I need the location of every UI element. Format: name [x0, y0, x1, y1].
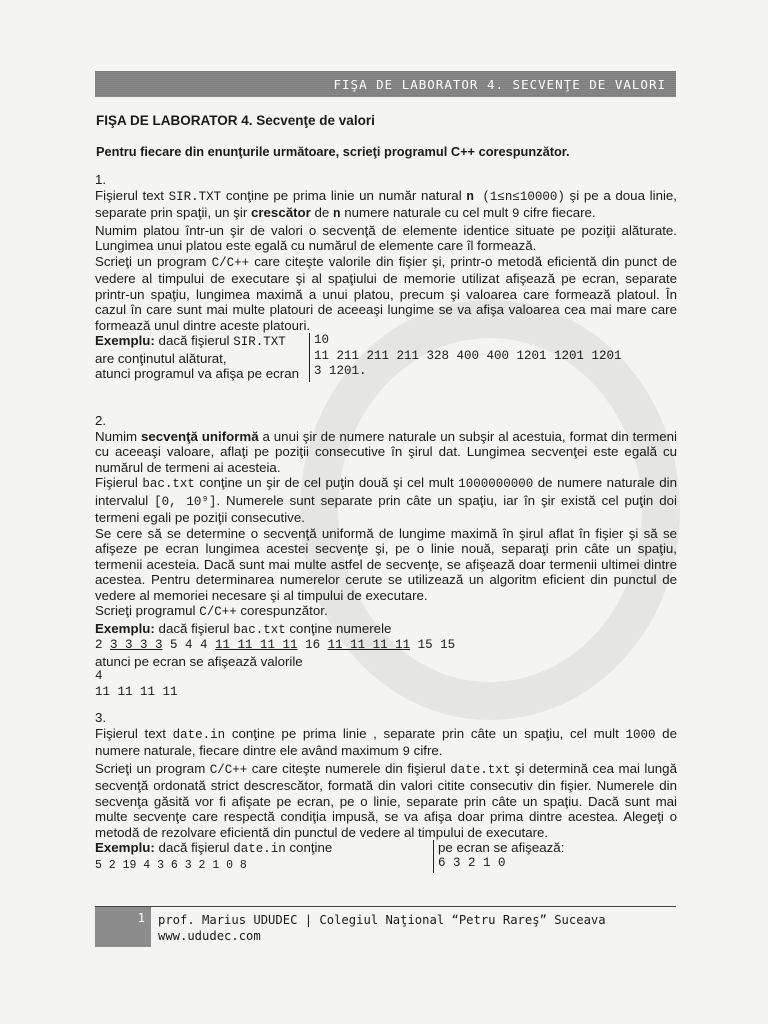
page-title: FIŞA DE LABORATOR 4. Secvenţe de valori: [96, 113, 375, 128]
text: Fişierul: [95, 475, 143, 490]
page-number: 1: [137, 911, 145, 925]
text: conţine pe prima linie , separate prin câte un spaţiu, cel mult: [225, 725, 626, 741]
footer-credits: [158, 912, 606, 944]
example-output: 6 3 2 1 0: [438, 855, 506, 870]
language: C/C++: [211, 255, 250, 270]
text: conţine: [285, 840, 333, 855]
text: conţine numerele: [285, 620, 392, 636]
text: cifre fiecare.: [519, 205, 596, 220]
example-label: Exemplu:: [95, 840, 155, 855]
language: C/C++: [199, 605, 237, 619]
text: atunci programul va afişa pe ecran: [95, 366, 299, 381]
text: de numere naturale, fiecare dintre ele având maximum: [95, 725, 677, 758]
text: cifre.: [409, 743, 443, 758]
text: şi pe a doua linie, separate prin spaţii, un şir: [95, 187, 678, 220]
filename: date.txt: [450, 762, 511, 777]
interval: [0, 10⁹]: [154, 494, 217, 509]
seq-part-underlined: 11 11 11 11: [215, 638, 298, 652]
variable: n: [333, 207, 341, 221]
text: dacă fişierul: [154, 840, 234, 855]
text: Scrieţi un program: [95, 253, 212, 269]
text: care citeşte numerele din fişierul: [247, 760, 451, 776]
filename: bac.txt: [233, 622, 286, 637]
example-label: Exemplu:: [95, 333, 155, 348]
filename: bac.txt: [142, 477, 195, 491]
text: numere naturale cu cel mult: [340, 205, 512, 220]
example-output: 4: [95, 669, 103, 683]
text: şi determină cea mai lungă secvenţă ordonată strict descrescător, formată din valori citite consecutiv din fişier. Numerele din secvenţa găsită vor fi afişate pe ecran, pe o linie, separate prin câte un spaţiu. Dacă sunt mai multe secvenţe care respectă condiţia impusă, se va afişa doar prima dintre acestea. Alegeţi o metodă de rezolvare eficientă din punctul de vedere al timpului de executare.: [95, 760, 677, 840]
problem-number: 2.: [95, 413, 107, 428]
text: conţine un şir de cel puţin două şi cel mult: [194, 475, 459, 490]
filename: date.in: [172, 727, 226, 742]
constraint: (1≤n≤10000): [473, 189, 565, 204]
example-line: [95, 621, 677, 639]
seq-part: 2: [95, 638, 111, 652]
text: care citeşte valorile din fişier şi, printr-o metodă eficientă din punct de vedere al timpului de executare şi al spaţiului de memorie utilizat afişează pe ecran, separate printr-un spaţiu, lungimea maximă a unui platou, precum şi valoarea care formează platoul. În cazul în care sunt mai multe platouri de aceeaşi lungime se va afişa valoarea cea mai mare care formează unul dintre aceste platouri.: [95, 253, 677, 333]
example-input-line: 10: [314, 333, 330, 347]
footer-divider: [95, 906, 676, 907]
example-output: 3 1201.: [314, 364, 367, 378]
text: de: [310, 205, 334, 220]
example-data: [309, 333, 622, 382]
definition-paragraph: Numim platou într-un şir de valori o secvenţă de elemente identice situate pe poziţii alăturate. Lungimea unui platou este egală cu numărul de elemente care îl formează.: [95, 222, 677, 253]
text: conţine pe prima linie un număr natural: [221, 187, 467, 203]
text: de numere naturale din intervalul: [95, 475, 677, 508]
text: Scrieţi programul: [95, 603, 200, 618]
limit: 1000: [625, 727, 656, 742]
instruction-text: Pentru fiecare din enunţurile următoare, scrieţi programul C++ corespunzător.: [96, 144, 570, 159]
problem-1: [95, 172, 677, 382]
header-banner: [95, 71, 676, 97]
problem-number: 1.: [95, 172, 107, 187]
task-paragraph: [95, 761, 677, 841]
seq-part: 15 15: [410, 638, 456, 652]
author-school-line: prof. Marius UDUDEC | Colegiul Naţional “Petru Rareş” Suceava: [158, 913, 606, 927]
text: dacă fişierul: [154, 620, 234, 636]
example-input-side: [95, 840, 433, 873]
input-paragraph: [95, 475, 677, 526]
filename: date.in: [233, 842, 286, 856]
example-output: 11 11 11 11: [95, 684, 178, 699]
input-paragraph: [95, 726, 677, 761]
seq-part-underlined: 3 3 3 3: [110, 638, 163, 652]
text: dacă fişierul: [154, 333, 234, 348]
example-input-line: 5 2 19 4 3 6 3 2 1 0 8: [95, 858, 247, 872]
example-block: [95, 840, 677, 873]
text: corespunzător.: [236, 603, 328, 618]
text: atunci pe ecran se afişează valorile: [95, 653, 303, 669]
filename: SIR.TXT: [233, 335, 286, 349]
text: Fişierul text: [95, 187, 169, 203]
example-label: Exemplu:: [95, 620, 155, 636]
example-input-line: 11 211 211 211 328 400 400 1201 1201 1201: [314, 348, 622, 363]
program-request: [95, 603, 677, 621]
problem-2: [95, 413, 677, 700]
output-label: pe ecran se afişează:: [438, 840, 565, 855]
limit: 1000000000: [458, 477, 534, 491]
website-link[interactable]: www.ududec.com: [158, 929, 261, 943]
problem-3: [95, 710, 677, 873]
text: a unui şir de numere naturale un subşir al acestuia, format din termeni cu aceeaşi valoare, aflaţi pe poziţii consecutive în şirul dat. Lungimea secvenţei este egală cu numărul de termeni ai acesteia.: [95, 428, 677, 475]
variable: n: [466, 189, 474, 204]
seq-part-underlined: 11 11 11 11: [327, 638, 411, 652]
header-banner-text: FIŞA DE LABORATOR 4. SECVENŢE DE VALORI: [333, 76, 666, 92]
seq-part: 16: [297, 638, 328, 652]
keyword: crescător: [250, 205, 311, 220]
problem-statement: [95, 188, 677, 223]
definition-paragraph: [95, 429, 677, 476]
text: . Numerele sunt separate prin câte un spaţiu, iar în şir există cel puţin doi termeni egali pe poziţii consecutive.: [95, 492, 677, 525]
text: Numim: [95, 428, 141, 444]
example-sequence: [95, 638, 677, 654]
text: are conţinutul alăturat,: [95, 350, 227, 366]
task-paragraph: Se cere să se determine o secvenţă uniformă de lungime maximă în şirul aflat în fişier şi să se afişeze pe ecran lungimea acestei secvenţe şi, pe o linie nouă, separaţi prin câte un spaţiu, termenii acesteia. Dacă sunt mai multe astfel de secvenţe, se afişează doar termenii ultimei dintre acestea. Pentru determinarea numerelor cerute se utilizează un algoritm eficient din punctul de vedere al memoriei necesare şi al timpului de executare.: [95, 525, 677, 603]
filename: SIR.TXT: [168, 189, 222, 204]
seq-part: 5 4 4: [162, 638, 216, 652]
example-description: [95, 333, 309, 382]
text: Fişierul text: [95, 725, 173, 741]
text: Scrieţi un program: [95, 760, 210, 776]
example-output-side: [433, 840, 564, 873]
page-number-box: [95, 907, 151, 947]
digit-count: 9: [512, 207, 520, 221]
digit-count: 9: [402, 745, 410, 759]
example-block: [95, 333, 677, 382]
task-paragraph: [95, 254, 677, 334]
language: C/C++: [209, 762, 248, 777]
problem-number: 3.: [95, 710, 107, 725]
keyword: secvenţă uniformă: [140, 428, 259, 444]
